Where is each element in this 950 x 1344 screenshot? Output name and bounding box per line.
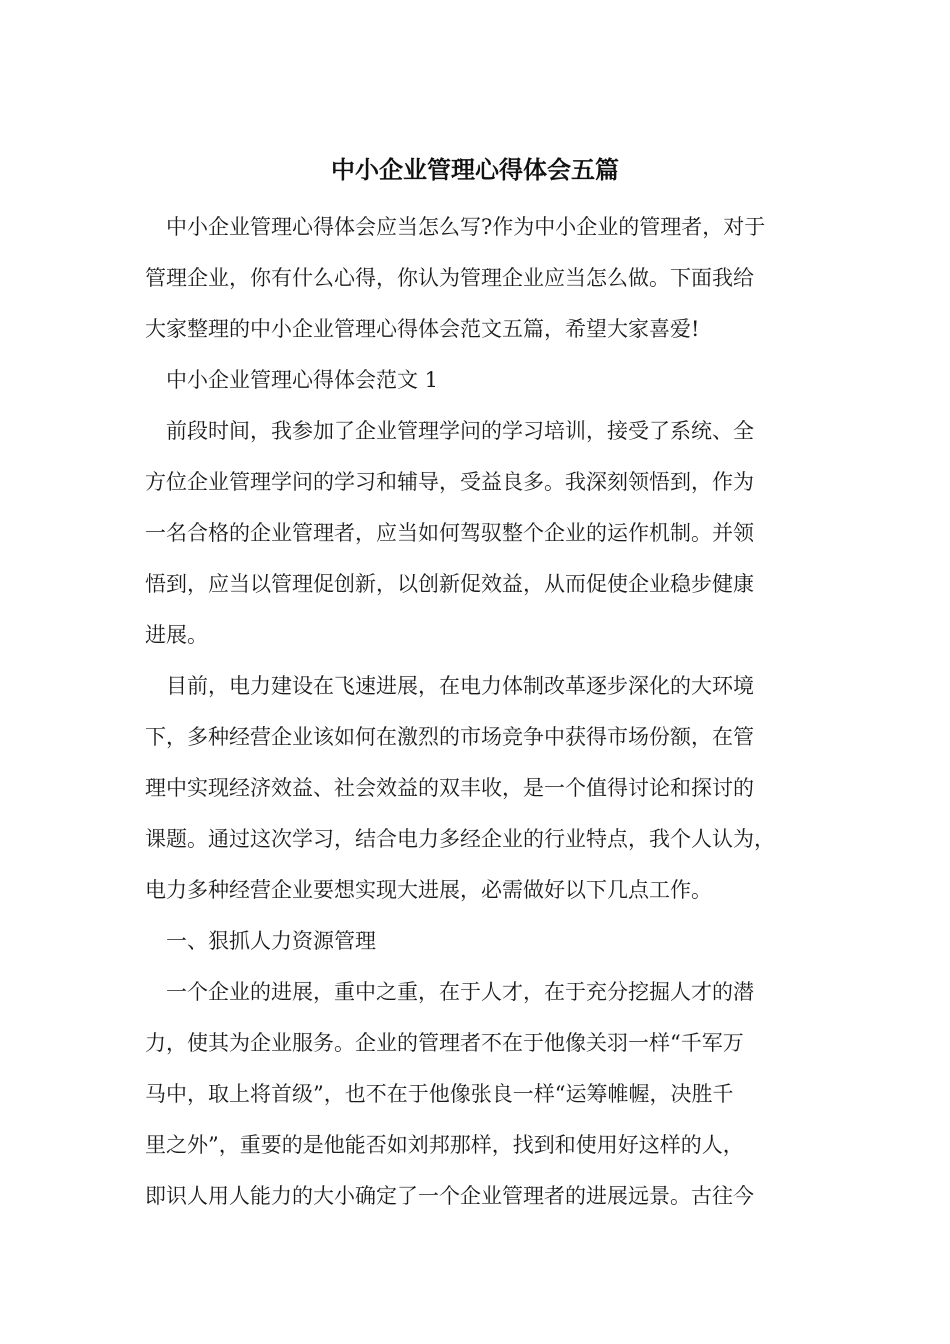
- body-line: 方位企业管理学问的学习和辅导，受益良多。我深刻领悟到，作为: [145, 470, 754, 494]
- body-line: 悟到，应当以管理促创新，以创新促效益，从而促使企业稳步健康: [145, 572, 754, 596]
- body-line: 马中，取上将首级”，也不在于他像张良一样“运筹帷幄，决胜千: [145, 1082, 734, 1106]
- document-body: [145, 202, 825, 1222]
- body-line: 中小企业管理心得体会应当怎么写?作为中小企业的管理者，对于: [145, 215, 766, 239]
- body-line: 前段时间，我参加了企业管理学问的学习培训，接受了系统、全: [145, 419, 754, 443]
- body-line: 即识人用人能力的大小确定了一个企业管理者的进展远景。古往今: [145, 1184, 754, 1208]
- body-line: 大家整理的中小企业管理心得体会范文五篇，希望大家喜爱!: [145, 317, 700, 341]
- body-line: 理中实现经济效益、社会效益的双丰收，是一个值得讨论和探讨的: [145, 776, 754, 800]
- body-line: 目前，电力建设在飞速进展，在电力体制改革逐步深化的大环境: [145, 674, 754, 698]
- body-line: 下，多种经营企业该如何在激烈的市场竞争中获得市场份额，在管: [145, 725, 754, 749]
- body-line: 进展。: [145, 623, 208, 647]
- section-heading: 中小企业管理心得体会范文 1: [145, 368, 439, 392]
- body-line: 里之外”，重要的是他能否如刘邦那样，找到和使用好这样的人，: [145, 1133, 744, 1157]
- body-line: 一名合格的企业管理者，应当如何驾驭整个企业的运作机制。并领: [145, 521, 754, 545]
- body-line: 管理企业，你有什么心得，你认为管理企业应当怎么做。下面我给: [145, 266, 754, 290]
- body-line: 一个企业的进展，重中之重，在于人才，在于充分挖掘人才的潜: [145, 980, 754, 1004]
- document-title: 中小企业管理心得体会五篇: [331, 156, 619, 184]
- body-line: 电力多种经营企业要想实现大进展，必需做好以下几点工作。: [145, 878, 712, 902]
- section-heading: 一、狠抓人力资源管理: [145, 929, 376, 953]
- body-line: 课题。通过这次学习，结合电力多经企业的行业特点，我个人认为，: [145, 827, 775, 851]
- body-line: 力，使其为企业服务。企业的管理者不在于他像关羽一样“千军万: [145, 1031, 744, 1055]
